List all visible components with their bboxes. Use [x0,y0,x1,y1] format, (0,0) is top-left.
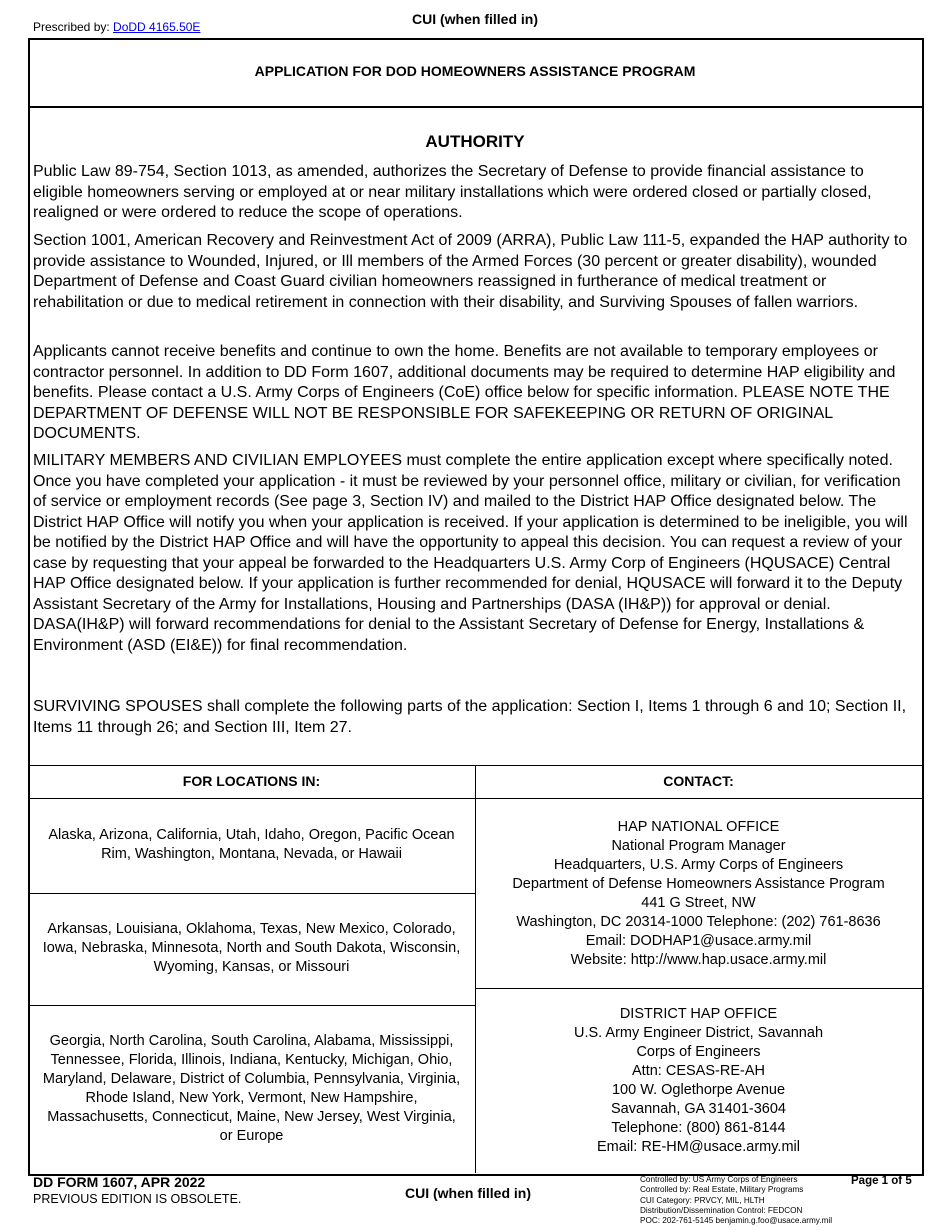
previous-edition-note: PREVIOUS EDITION IS OBSOLETE. [33,1192,242,1206]
contact-line: Attn: CESAS-RE-AH [632,1063,765,1079]
cui-marking-top: CUI (when filled in) [412,11,538,27]
table-row-rule [28,1005,475,1006]
contact-line: Headquarters, U.S. Army Corps of Engineers [553,857,844,873]
contact-line: National Program Manager [611,838,786,854]
page-number: Page 1 of 5 [851,1175,912,1187]
authority-paragraph: Public Law 89-754, Section 1013, as amended, authorizes the Secretary of Defense to provide financial assistance to eligible homeowners serving or employed at or near military installations which were ordered closed or partially closed, realigned or were ordered to reduce the scope of operations. [33,163,872,221]
control-line: POC: 202-761-5145 benjamin.g.foo@usace.army.mil [640,1216,833,1226]
table-row-rule [28,893,475,894]
prescribed-label: Prescribed by: [33,20,114,34]
control-line: Controlled by: Real Estate, Military Programs [640,1185,804,1195]
authority-heading: AUTHORITY [425,132,525,151]
control-line: CUI Category: PRVCY, MIL, HLTH [640,1195,765,1205]
national-office-contact [475,818,922,970]
locations-column-header: FOR LOCATIONS IN: [182,773,321,789]
control-line: Controlled by: US Army Corps of Engineers [640,1175,798,1184]
directive-link[interactable]: DoDD 4165.50E [113,20,201,34]
contact-line: 441 G Street, NW [641,895,756,911]
contact-line: Department of Defense Homeowners Assistance Program [512,876,885,892]
contact-line: 100 W. Oglethorpe Avenue [611,1082,786,1098]
locations-cell-central: Arkansas, Louisiana, Oklahoma, Texas, New Mexico, Colorado, Iowa, Nebraska, Minnesota, North and South Dakota, Wisconsin, Wyoming, Kansas, or Missouri [42,921,461,975]
form-title: APPLICATION FOR DOD HOMEOWNERS ASSISTANCE PROGRAM [254,63,696,79]
control-line: Distribution/Dissemination Control: FEDCON [640,1205,803,1215]
contact-line: Savannah, GA 31401-3604 [611,1101,786,1117]
form-identifier: DD FORM 1607, APR 2022 [33,1174,206,1190]
contact-line: U.S. Army Engineer District, Savannah [573,1025,824,1041]
contact-line: Corps of Engineers [636,1044,761,1060]
locations-cell-east: Georgia, North Carolina, South Carolina, Alabama, Mississippi, Tennessee, Florida, Illinois, Indiana, Kentucky, Michigan, Ohio, Maryland, Delaware, District of Columbia, Pennsylvania, Virginia, Rhode Island, New York, Vermont, New Hampshire, Massachusetts, Connecticut, Maine, New Jersey, West Virginia, or Europe [42,1033,461,1144]
contact-website: Website: http://www.hap.usace.army.mil [570,952,827,968]
cui-control-block [640,1175,832,1226]
authority-paragraph: Applicants cannot receive benefits and continue to own the home. Benefits are not available to temporary employees or contractor personnel. In addition to DD Form 1607, additional documents may be required to determine HAP eligibility and benefits. Please contact a U.S. Army Corps of Engineers (CoE) office below for specific information. PLEASE NOTE THE DEPARTMENT OF DEFENSE WILL NOT BE RESPONSIBLE FOR SAFEKEEPING OR RETURN OF ORIGINAL DOCUMENTS. [33,343,896,442]
contact-email: Email: RE-HM@usace.army.mil [597,1139,800,1155]
authority-paragraph: SURVIVING SPOUSES shall complete the following parts of the application: Section I, Items 1 through 6 and 10; Section II, Items 11 through 26; and Section III, Item 27. [33,698,907,736]
contact-line: Washington, DC 20314-1000 Telephone: (202) 761-8636 [516,914,881,930]
contact-email: Email: DODHAP1@usace.army.mil [585,933,812,949]
authority-paragraph: MILITARY MEMBERS AND CIVILIAN EMPLOYEES must complete the entire application except where specifically noted. Once you have completed your application - it must be reviewed by your personnel office, military or civilian, for verification of service or employment records (See page 3, Section IV) and mailed to the District HAP Office designated below. The District HAP Office will notify you when your application is received. If your application is determined to be ineligible, you will be notified by the District HAP Office and will have the opportunity to appeal this decision. You can request a review of your case by requesting that your appeal be forwarded to the Headquarters U.S. Army Corp of Engineers (HQUSACE) Central HAP Office designated below. If your application is further recommended for denial, HQUSACE will forward it to the Deputy Assistant Secretary of the Army for Installations, Housing and Partnerships (DASA (IH&P)) for approval or denial. DASA(IH&P) will forward recommendations for denial to the Assistant Secretary of Defense for Energy, Installations & Environment (ASD (EI&E)) for final recommendation. [33,452,908,654]
table-row-rule [475,988,922,989]
authority-paragraph: Section 1001, American Recovery and Reinvestment Act of 2009 (ARRA), Public Law 111-5, expanded the HAP authority to provide assistance to Wounded, Injured, or Ill members of the Armed Forces (30 percent or greater disability), wounded Department of Defense and Coast Guard civilian homeowners reassigned in furtherance of medical treatment or rehabilitation or due to medical retirement in connection with their disability, and Surviving Spouses of fallen warriors. [33,232,908,311]
contact-line: HAP NATIONAL OFFICE [617,819,780,835]
locations-cell-west: Alaska, Arizona, California, Utah, Idaho, Oregon, Pacific Ocean Rim, Washington, Montana, Nevada, or Hawaii [48,827,455,862]
district-office-contact [475,1005,922,1157]
cui-marking-bottom: CUI (when filled in) [405,1185,531,1201]
contact-line: Telephone: (800) 861-8144 [611,1120,786,1136]
contact-line: DISTRICT HAP OFFICE [619,1006,778,1022]
contact-column-header: CONTACT: [663,773,734,789]
